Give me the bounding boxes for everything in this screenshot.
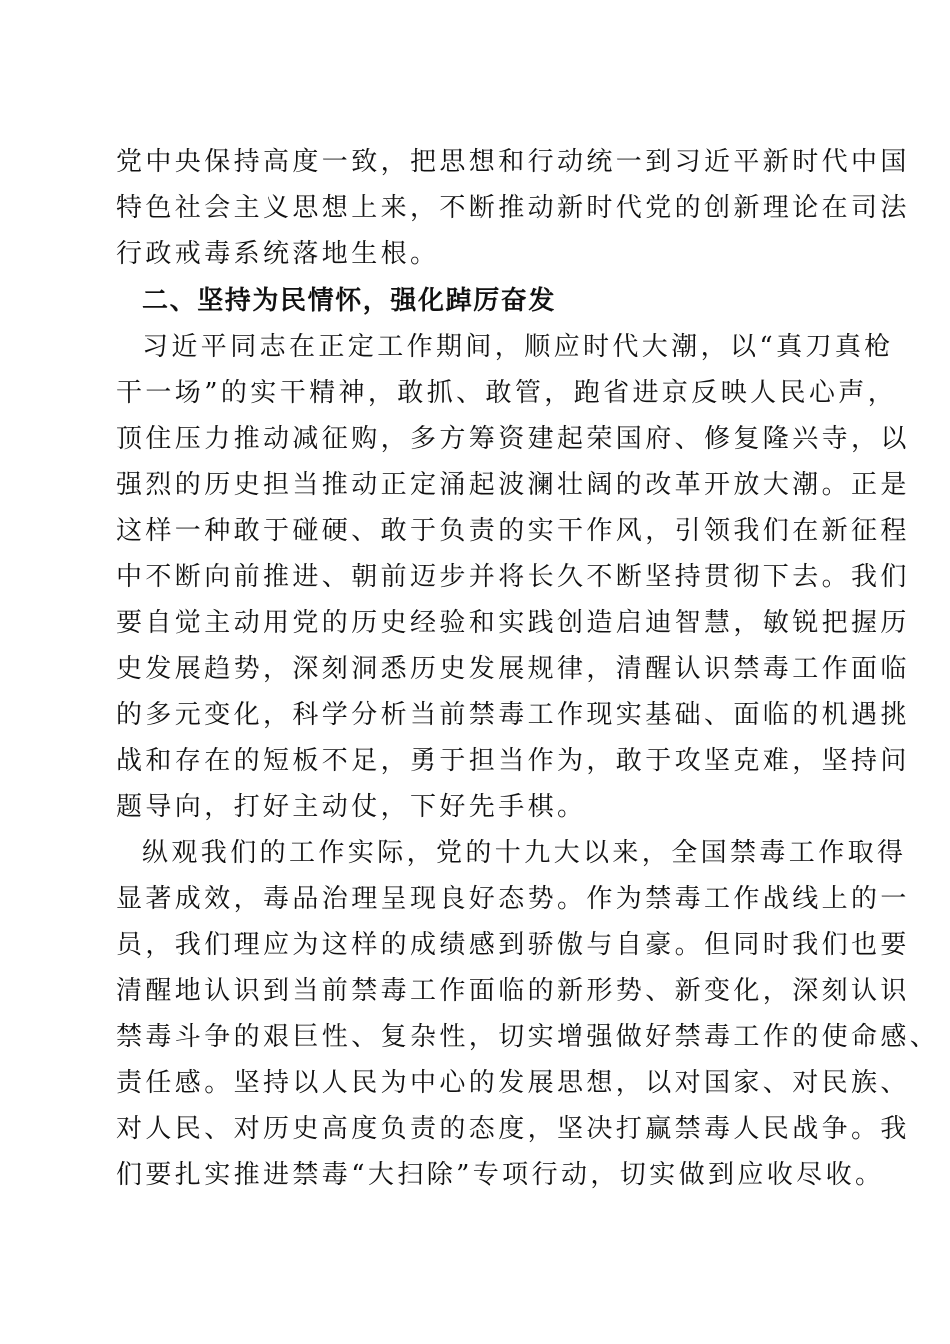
- paragraph-line: 特色社会主义思想上来，不断推动新时代党的创新理论在司法: [116, 193, 910, 223]
- paragraph-line: 要自觉主动用党的历史经验和实践创造启迪智慧，敏锐把握历: [116, 608, 910, 638]
- paragraph-line: 题导向，打好主动仗，下好先手棋。: [116, 792, 587, 822]
- paragraph-line: 禁毒斗争的艰巨性、复杂性，切实增强做好禁毒工作的使命感、: [116, 1022, 940, 1052]
- paragraph-line: 员，我们理应为这样的成绩感到骄傲与自豪。但同时我们也要: [116, 930, 910, 960]
- paragraph-line: 的多元变化，科学分析当前禁毒工作现实基础、面临的机遇挑: [116, 700, 910, 730]
- paragraph-line: 纵观我们的工作实际，党的十九大以来，全国禁毒工作取得: [142, 838, 907, 868]
- paragraph-line: 顶住压力推动减征购，多方筹资建起荣国府、修复隆兴寺，以: [116, 424, 910, 454]
- paragraph-line: 这样一种敢于碰硬、敢于负责的实干作风，引领我们在新征程: [116, 516, 910, 546]
- paragraph-line: 责任感。坚持以人民为中心的发展思想，以对国家、对民族、: [116, 1068, 910, 1098]
- paragraph-line: 对人民、对历史高度负责的态度，坚决打赢禁毒人民战争。我: [116, 1114, 910, 1144]
- paragraph-line: 行政戒毒系统落地生根。: [116, 239, 440, 269]
- paragraph-line: 干一场”的实干精神，敢抓、敢管，跑省进京反映人民心声，: [116, 378, 898, 408]
- paragraph-line: 清醒地认识到当前禁毒工作面临的新形势、新变化，深刻认识: [116, 976, 910, 1006]
- paragraph-line: 习近平同志在正定工作期间，顺应时代大潮，以“真刀真枪: [142, 332, 894, 362]
- paragraph-line: 强烈的历史担当推动正定涌起波澜壮阔的改革开放大潮。正是: [116, 470, 910, 500]
- paragraph-line: 党中央保持高度一致，把思想和行动统一到习近平新时代中国: [116, 147, 910, 177]
- section-heading: 二、坚持为民情怀，强化踔厉奋发: [142, 286, 557, 316]
- paragraph-line: 们要扎实推进禁毒“大扫除”专项行动，切实做到应收尽收。: [116, 1160, 885, 1190]
- paragraph-line: 战和存在的短板不足，勇于担当作为，敢于攻坚克难，坚持问: [116, 746, 910, 776]
- paragraph-line: 史发展趋势，深刻洞悉历史发展规律，清醒认识禁毒工作面临: [116, 654, 910, 684]
- paragraph-line: 显著成效，毒品治理呈现良好态势。作为禁毒工作战线上的一: [116, 884, 910, 914]
- paragraph-line: 中不断向前推进、朝前迈步并将长久不断坚持贯彻下去。我们: [116, 562, 910, 592]
